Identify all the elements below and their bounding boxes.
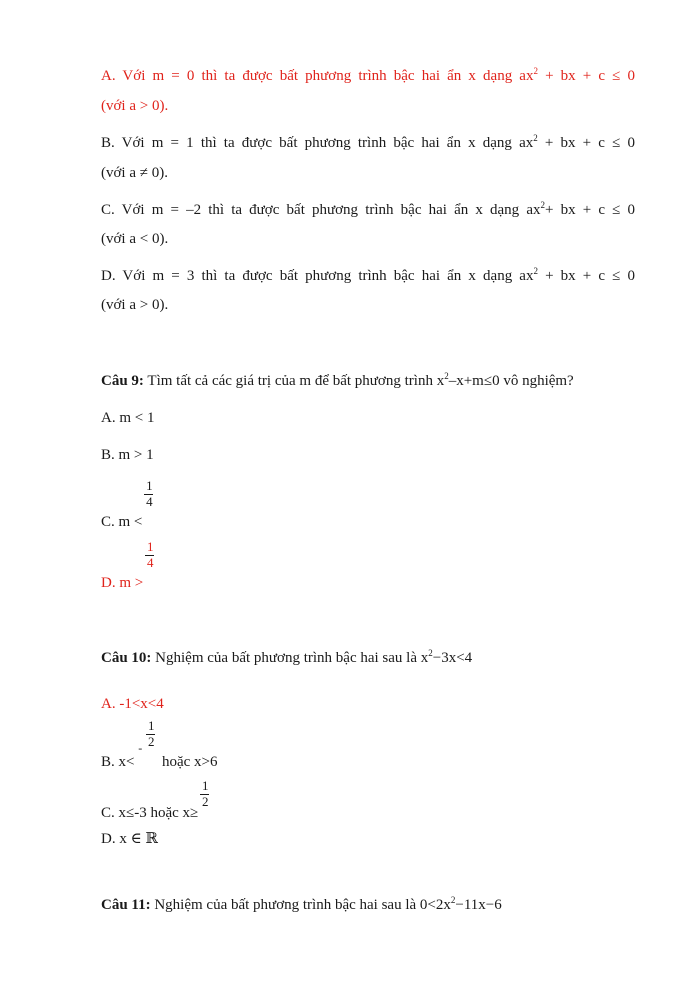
q9-option-a: A. m < 1: [101, 410, 155, 426]
q9-question: Câu 9: Tìm tất cả các giá trị của m để bất phương trình $x^2-x+m\le 0$ vô nghiệm?: [101, 371, 574, 389]
q8-option-d-line1: D. Với m = 3 thì ta được bất phương trình bậc hai ẩn x dạng $ax^2$ + bx + c ≤ 0: [101, 266, 635, 284]
q8-option-a-line1: A. Với m = 0 thì ta được bất phương trình bậc hai ẩn x dạng $ax^2$ + bx + c ≤ 0: [101, 66, 635, 84]
q8-option-a-line2: (với a > 0).: [101, 98, 169, 114]
fraction-one-half: $\frac{1}{2}$: [147, 718, 155, 749]
fraction-one-quarter: $\frac{1}{4}$: [146, 478, 153, 509]
q8-option-d-line2: (với a > 0).: [101, 297, 169, 313]
q9-label: Câu 9:: [101, 373, 144, 389]
q10-question: Câu 10: Nghiệm của bất phương trình bậc hai sau là $x^2-3x<4$: [101, 648, 473, 666]
q11-question: Câu 11: Nghiệm của bất phương trình bậc hai sau là $0<2x^2-11x-6$: [101, 895, 502, 913]
q10-option-c: C. x≤-3 hoặc x≥ $\frac{1}{2}$: [101, 797, 212, 823]
q8-option-c-line1: C. Với m = –2 thì ta được bất phương trình bậc hai ẩn x dạng $ax^2+$ bx + c ≤ 0: [101, 200, 635, 218]
q9-option-b: B. m > 1: [101, 447, 154, 463]
q8-option-b-line2: (với a ≠ 0).: [101, 165, 168, 181]
q11-label: Câu 11:: [101, 897, 151, 913]
q9-option-c: C. m < $\frac{1}{4}$: [101, 506, 156, 532]
q10-option-d: D. x ∈ ℝ: [101, 831, 158, 847]
q8-option-b-line1: B. Với m = 1 thì ta được bất phương trình bậc hai ẩn x dạng $ax^2$ + bx + c ≤ 0: [101, 133, 635, 151]
fraction-one-quarter: $\frac{1}{4}$: [146, 539, 154, 570]
q10-label: Câu 10:: [101, 650, 152, 666]
q10-option-a: A. -1<x<4: [101, 696, 164, 712]
q10-option-b: B. x< - $\frac{1}{2}$ hoặc x>6: [101, 718, 218, 770]
q9-option-d: D. m > $\frac{1}{4}$: [101, 567, 157, 593]
q8-option-c-line2: (với a < 0).: [101, 231, 169, 247]
fraction-one-half: $\frac{1}{2}$: [202, 778, 209, 809]
